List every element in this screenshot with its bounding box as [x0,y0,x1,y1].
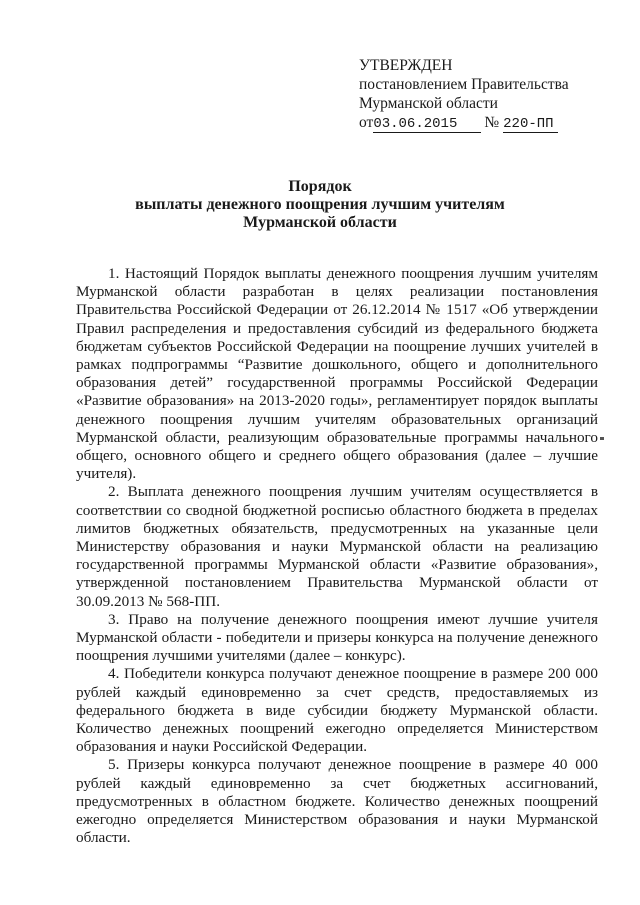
title-line-2: выплаты денежного поощрения лучшим учителям [135,196,505,213]
paragraph-4: 4. Победители конкурса получают денежное поощрение в размере 200 000 рублей каждый единовременно за счет средств, предоставляемых из федерального бюджета в виде субсидии бюджету Мурманской области. Количество денежных поощрений ежегодно определяется Министерством образования и науки Российской Федерации. [76,665,598,756]
paragraph-3: 3. Право на получение денежного поощрения имеют лучшие учителя Мурманской области - победители и призеры конкурса на получение денежного поощрения лучшими учителями (далее – конкурс). [76,610,598,665]
approval-block [359,56,569,133]
approval-date: 03.06.2015 [373,117,481,133]
number-sign: № [484,114,500,131]
paragraph-5: 5. Призеры конкурса получают денежное поощрение в размере 40 000 рублей каждый единовременно за счет бюджетных ассигнований, предусмотренных в областном бюджете. Количество денежных поощрений ежегодно определяется Министерством образования и науки Мурманской области. [76,756,598,847]
title-line-1: Порядок [288,178,352,195]
approval-date-number [359,113,569,133]
document-title [0,178,640,232]
title-line-3: Мурманской области [243,214,397,231]
scan-speck [600,437,604,440]
paragraph-1: 1. Настоящий Порядок выплаты денежного поощрения лучшим учителям Мурманской области разработан в целях реализации постановления Правительства Российской Федерации от 26.12.2014 № 1517 «Об утверждении Правил распределения и предоставления субсидий из федерального бюджета бюджетам субъектов Российской Федерации на поощрение лучших учителей в рамках подпрограммы “Развитие дошкольного, общего и дополнительного образования детей” государственной программы Российской Федерации «Развитие образования» на 2013-2020 годы», регламентирует порядок выплаты денежного поощрения лучшим учителям образовательных организаций Мурманской области, реализующим образовательные программы начального общего, основного общего и среднего общего образования (далее – лучшие учителя). [76,265,598,483]
approval-region: Мурманской области [359,95,498,112]
from-label: от [359,114,374,131]
approval-heading: УТВЕРЖДЕН [359,57,453,74]
approval-number: 220-ПП [503,117,557,133]
paragraph-2: 2. Выплата денежного поощрения лучшим учителям осуществляется в соответствии со сводной бюджетной росписью областного бюджета в пределах лимитов бюджетных обязательств, предусмотренных на указанные цели Министерству образования и науки Мурманской области на реализацию государственной программы Мурманской области «Развитие образования», утвержденной постановлением Правительства Мурманской области от 30.09.2013 № 568-ПП. [76,483,598,610]
approval-authority: постановлением Правительства [359,76,569,93]
document-body [76,265,598,848]
